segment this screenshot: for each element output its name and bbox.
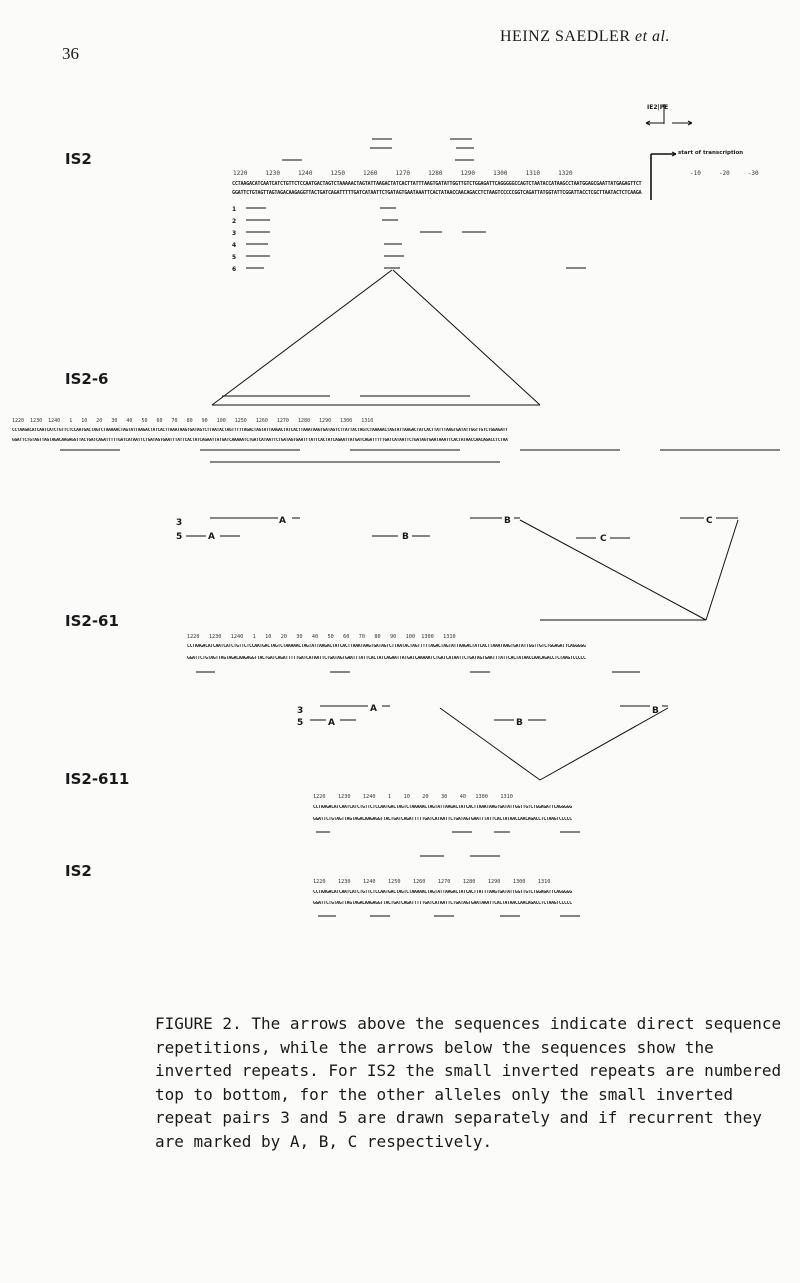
block4-repeat-label-b-top: B [652,706,659,716]
block4-repeat-number-3: 3 [297,706,304,716]
figure-caption [155,1012,795,1153]
block3-repeat-label-c-bottom: C [600,534,607,544]
inverted-repeat-number-6: 6 [232,266,237,273]
block5-sequence-top-strand: CCTAAGACATCAATCATCTGTTCTCCAATGACTAGTCTAAAAACTAGTATTAAGACTATCACTTATTTAAGTGATATTGGTTGTCTGGAGATTCAGGGGG [313,890,572,895]
figure-caption-label: FIGURE 2. [155,1014,242,1033]
block3-repeat-label-b-bottom: B [402,532,409,542]
inverted-repeat-number-1: 1 [232,206,237,213]
allele-label-is2-6: IS2-6 [65,370,109,388]
block3-repeat-label-b-top: B [504,516,511,526]
block2-sequence-top-strand: CCTAAGACATCAATCATCTGTTCTCCAATGACTAGTCTAAAAACTAGTATTAAGACTATCACTTAAATAAGTGATAGTCTTAATACTAGTTTTTAGACTAGTATTAAGACTATCACTTAAATAAGTGATAGTCTTATTACTAGTCTAAAAACTAGTATTAAGACTATCACTTATTTAAGTGATATTGGTTGTCTGGAGATT [12,428,508,433]
block3-repeat-label-a-bottom: A [208,532,215,542]
allele-label-is2-61: IS2-61 [65,612,119,630]
start-of-transcription-label: start of transcription [678,150,744,156]
page-number: 36 [62,44,79,63]
allele-label-is2-bottom: IS2 [65,862,92,880]
allele-label-is2-611: IS2-611 [65,770,130,788]
block4-sequence-top-strand: CCTAAGACATCAATCATCTGTTCTCCAATGACTAGTCTAAAAACTAGTATTAAGACTATCACTTAAATAAGTGATATTGGTTGTCTGGAGATTCAGGGGG [313,805,572,810]
inverted-repeat-number-3: 3 [232,230,237,237]
inverted-repeat-number-5: 5 [232,254,237,261]
block4-repeat-label-a-bottom: A [328,718,335,728]
ie-pe-label: IE2|PE [647,104,669,111]
block3-repeat-label-c-top: C [706,516,713,526]
block2-tick-labels: 1220 1230 1240 1 10 20 30 40 50 60 70 80 90 100 1250 1260 1270 1280 1290 1300 1310 [12,418,374,424]
block5-tick-labels: 1220 1230 1240 1250 1260 1270 1280 1290 1300 1310 [313,879,551,885]
block4-sequence-bottom-strand: GGATTCTGTAGTTAGTAGACAAGAGGTTACTGATCAGATTTTTGATCATAATTCTGATAGTGAATTTATTCACTATAACCAACAGACCTCTAAGTCCCCC [313,817,572,822]
block1-tick-labels: 1220 1230 1240 1250 1260 1270 1280 1290 1300 1310 1320 [233,170,573,177]
block3-repeat-number-3: 3 [176,518,183,528]
block4-repeat-number-5: 5 [297,718,304,728]
block3-tick-labels: 1220 1230 1240 1 10 20 30 40 50 60 70 80 90 100 1300 1310 [187,634,456,640]
figure-caption-text: The arrows above the sequences indicate direct sequence repetitions, while the arrows below the sequences show the inverted repeats. For IS2 the small inverted repeats are numbered top to bottom, for the other alleles only the small inverted repeat pairs 3 and 5 are drawn separately and if recurrent they are marked by A, B, C respectively. [155,1014,782,1151]
inverted-repeat-number-4: 4 [232,242,237,249]
block4-repeat-label-a-top: A [370,704,377,714]
allele-label-is2-top: IS2 [65,150,92,168]
block3-sequence-top-strand: CCTAAGACATCAATCATCTGTTCTCCAATGACTAGTCTAAAAACTAGTATTAAGACTATCACTTAAATAAGTGATAGTCTTAATACTAGTTTTTAGACTAGTATTAAGACTATCACTTAAATAAGTGATATTGGTTGTCTGGAGATTCAGGGGG [187,644,586,649]
block5-sequence-bottom-strand: GGATTCTGTAGTTAGTAGACAAGAGGTTACTGATCAGATTTTTGATCATAATTCTGATAGTGAATAAATTCACTATAACCAACAGACCTCTAAGTCCCCC [313,901,572,906]
block1-sequence-top-strand: CCTAAGACATCAATCATCTGTTCTCCAATGACTAGTCTAAAAACTAGTATTAAGACTATCACTTATTTAAGTGATATTGGTTGTCTGGAGATTCAGGGGGCCAGTCTAATACCATAAGCCTAATGGAGCGAATTATGAGAGTTCT [232,181,642,187]
block1-tick-labels-right: -10 -20 -30 [690,170,759,177]
block2-sequence-bottom-strand: GGATTCTGTAGTTAGTAGACAAGAGGTTACTGATCAGATTTTTGATCATAATTCTGATAGTGAATTTATTCACTATCAGAATTATGATCAAAAATCTGATCATAATTCTGATAGTGAATTTATTCACTATCAGAATTATGATCAGATTTTTGATCATAATTCTGATAGTGAATAAATTCACTATAACCAACAGACCTCTAA [12,438,508,443]
running-head-etal: et al. [634,28,670,45]
block1-sequence-bottom-strand: GGATTCTGTAGTTAGTAGACAAGAGGTTACTGATCAGATTTTTGATCATAATTCTGATAGTGAATAAATTCACTATAACCAACAGACCTCTAAGTCCCCCGGTCAGATTATGGTATTCGGATTACCTCGCTTAATACTCTCAAGA [232,190,642,196]
block3-repeat-label-a-top: A [279,516,286,526]
block3-sequence-bottom-strand: GGATTCTGTAGTTAGTAGACAAGAGGTTACTGATCAGATTTTTGATCATAATTCTGATAGTGAATTTATTCACTATCAGAATTATGATCAAAAATCTGATCATAATTCTGATAGTGAATTTATTCACTATAACCAACAGACCTCTAAGTCCCCC [187,656,586,661]
block3-repeat-number-5: 5 [176,532,183,542]
block4-repeat-label-b-bottom: B [516,718,523,728]
block4-tick-labels: 1220 1230 1240 1 10 20 30 40 1300 1310 [313,794,513,800]
inverted-repeat-number-2: 2 [232,218,237,225]
running-head-authors: HEINZ SAEDLER [500,28,631,45]
